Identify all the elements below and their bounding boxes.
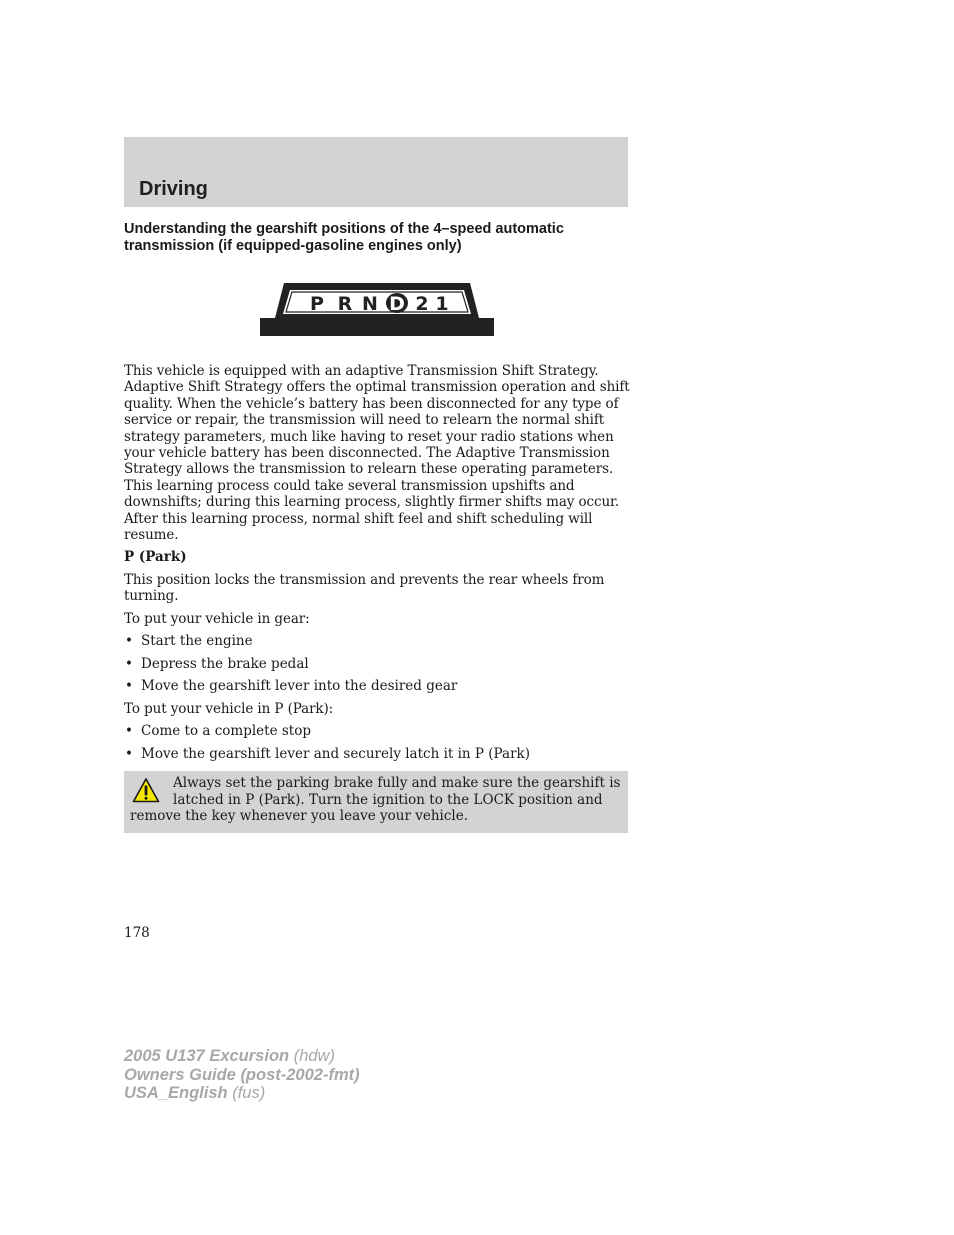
bullet-icon: •	[125, 723, 133, 739]
park-description: This position locks the transmission and prevents the rear wheels from turning.	[124, 572, 605, 605]
warning-box	[124, 771, 628, 833]
topic-heading: Understanding the gearshift positions of the 4–speed automatic transmission (if equipped-gasoline engines only)	[124, 221, 564, 254]
gear-position-n: N	[362, 293, 378, 315]
warning-triangle-icon	[132, 777, 160, 804]
footer-line-2: Owners Guide (post-2002-fmt)	[124, 1065, 360, 1084]
bullet-icon: •	[125, 633, 133, 649]
bullet-icon: •	[125, 656, 133, 672]
park-subheading: P (Park)	[124, 549, 187, 565]
warning-text-line: remove the key whenever you leave your vehicle.	[130, 808, 469, 824]
gear-position-p: P	[310, 293, 324, 315]
in-park-intro: To put your vehicle in P (Park):	[124, 701, 334, 717]
bullet-icon: •	[125, 746, 133, 762]
section-header-band	[124, 137, 628, 207]
section-title: Driving	[139, 178, 208, 200]
gear-position-2: 2	[415, 293, 429, 315]
gear-position-1: 1	[435, 293, 449, 315]
gear-position-r: R	[337, 293, 353, 315]
warning-text-line: Always set the parking brake fully and make sure the gearshift is	[173, 775, 621, 791]
document-footer	[124, 1047, 360, 1103]
warning-text-line: latched in P (Park). Turn the ignition to the LOCK position and	[173, 792, 603, 808]
bullet-icon: •	[125, 678, 133, 694]
in-gear-intro: To put your vehicle in gear:	[124, 611, 310, 627]
footer-line-3: USA_English (fus)	[124, 1084, 266, 1102]
gear-position-d: D	[389, 293, 405, 315]
intro-paragraph: This vehicle is equipped with an adaptive Transmission Shift Strategy. Adaptive Shift Strategy offers the optimal transmission operation and shift quality. When the vehicle’s battery has been disconnected for any type of service or repair, the transmission will need to relearn the normal shift strategy parameters, much like having to reset your radio stations when your vehicle battery has been disconnected. The Adaptive Transmission Strategy allows the transmission to relearn these operating parameters. This learning process could take several transmission upshifts and downshifts; during this learning process, slightly firmer shifts may occur. After this learning process, normal shift feel and shift scheduling will resume.	[124, 363, 630, 544]
footer-line-1: 2005 U137 Excursion (hdw)	[124, 1047, 335, 1065]
gearshift-indicator-figure	[259, 281, 495, 337]
page-number: 178	[124, 925, 150, 941]
